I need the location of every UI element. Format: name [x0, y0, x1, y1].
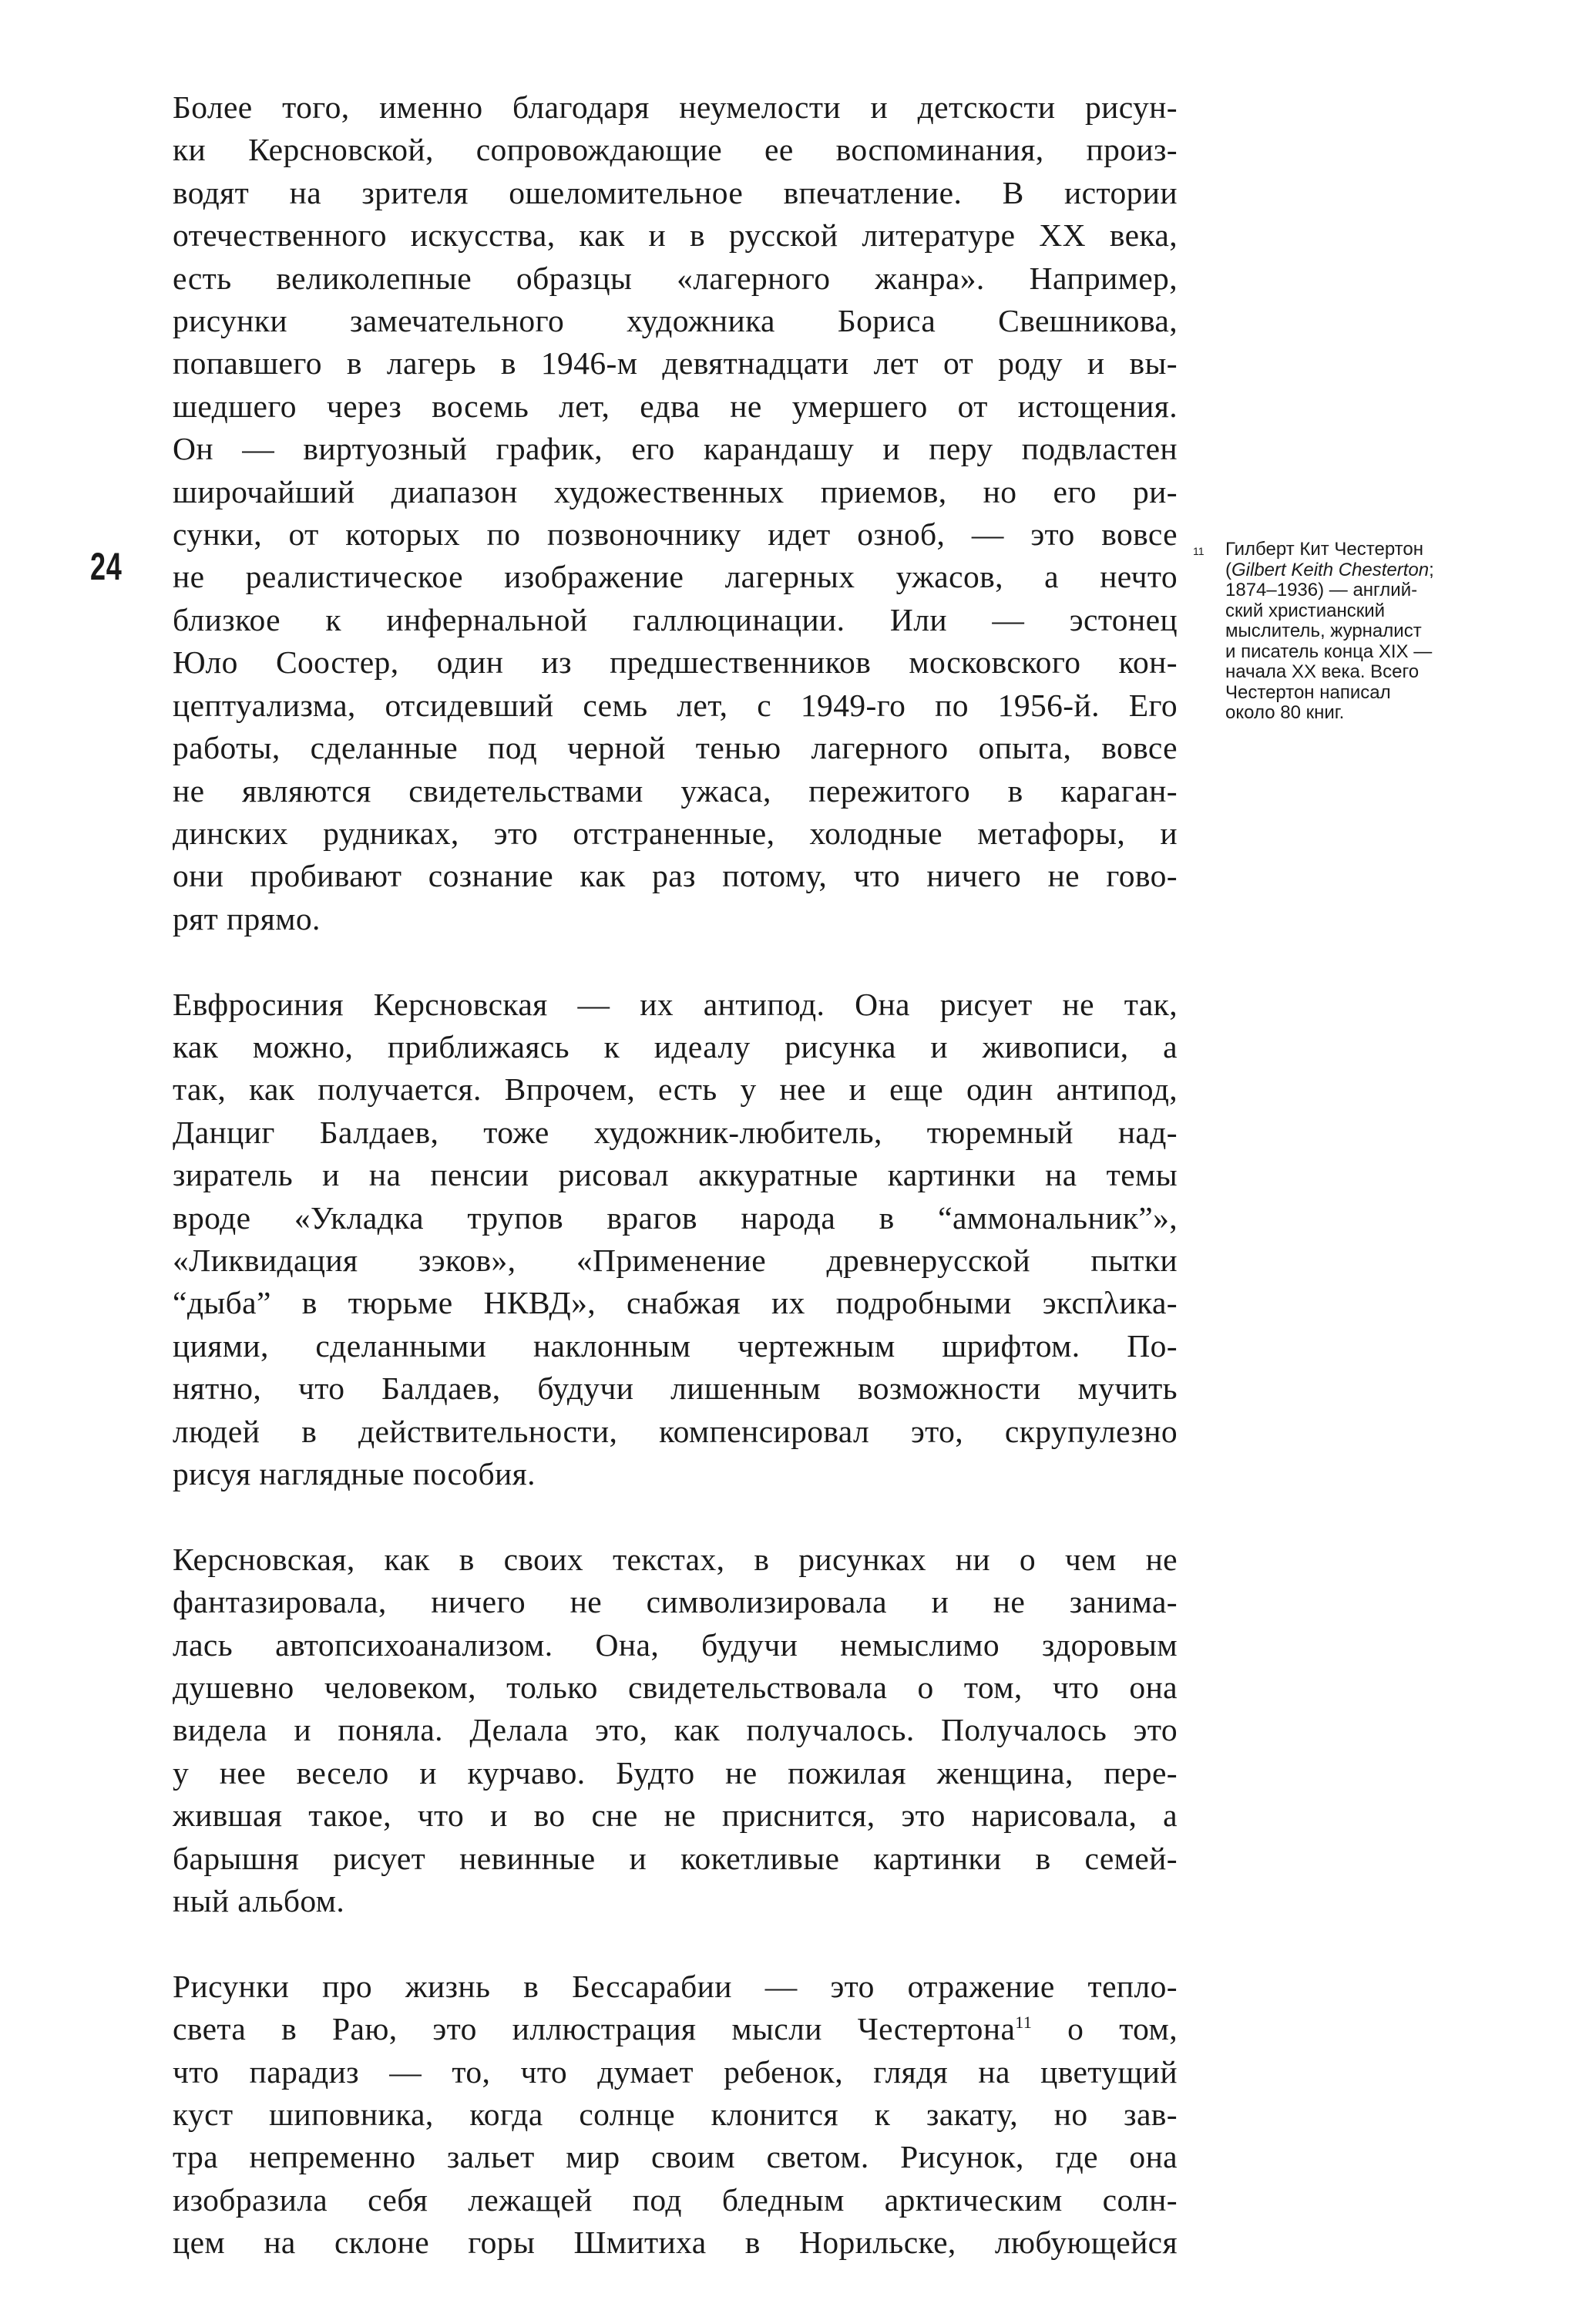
footnote: [1193, 540, 1501, 724]
text-line: сунки, от которых по позвоночнику идет озноб, — это вовсе: [173, 516, 1178, 553]
text-line: отечественного искусства, как и в русской литературе XX века,: [173, 217, 1178, 254]
text-line: не являются свидетельствами ужаса, пережитого в караган-: [173, 772, 1178, 809]
footnote-number: 11: [1193, 545, 1205, 557]
text-line: у нее весело и курчаво. Будто не пожилая женщина, пере-: [173, 1754, 1178, 1791]
text-line: попавшего в лагерь в 1946-м девятнадцати лет от роду и вы-: [173, 345, 1178, 382]
text-line: «Ликвидация зэков», «Применение древнерусской пытки: [173, 1242, 1178, 1278]
footnote-fragment: ;: [1429, 559, 1434, 580]
text-line: “дыба” в тюрьме НКВД», снабжая их подробными экспλика-: [173, 1285, 1178, 1321]
footnote-line: Честертон написал: [1225, 681, 1391, 703]
text-line: цептуализма, отсидевший семь лет, с 1949-го по 1956-й. Его: [173, 687, 1178, 723]
text-line: барышня рисует невинные и кокетливые картинки в семей-: [173, 1840, 1178, 1876]
text-line: изобразила себя лежащей под бледным арктическим солн-: [173, 2181, 1178, 2218]
text-line: лась автопсихоанализом. Она, будучи немыслимо здоровым: [173, 1626, 1178, 1663]
text-line: рят прямо.: [173, 900, 321, 937]
text-line: как можно, приближаясь к идеалу рисунка и живописи, а: [173, 1028, 1178, 1064]
text-line: близкое к инфернальной галлюцинации. Или — эстонец: [173, 601, 1178, 637]
text-fragment: света в Раю, это иллюстрация мысли Честертона: [173, 2011, 1016, 2047]
text-line: ки Керсновской, сопровождающие ее воспоминания, произ-: [173, 132, 1178, 168]
footnote-reference[interactable]: 11: [1015, 2013, 1033, 2033]
main-text: [173, 86, 1178, 2307]
text-line: есть великолепные образцы «лагерного жанра». Например,: [173, 260, 1178, 296]
paragraph: [173, 1539, 1178, 1923]
text-line: не реалистическое изображение лагерных ужасов, а нечто: [173, 559, 1178, 595]
text-line: работы, сделанные под черной тенью лагерного опыта, вовсе: [173, 730, 1178, 766]
text-line: так, как получается. Впрочем, есть у нее и еще один антипод,: [173, 1071, 1178, 1108]
text-line: тра непременно зальет мир своим светом. Рисунок, где она: [173, 2139, 1178, 2175]
text-line: нятно, что Балдаев, будучи лишенным возможности мучить: [173, 1370, 1178, 1407]
page-number: 24: [90, 545, 123, 588]
text-line: динских рудниках, это отстраненные, холодные метафоры, и: [173, 815, 1178, 851]
footnote-italic-name: Gilbert Keith Chesterton: [1231, 559, 1430, 580]
text-line: душевно человеком, только свидетельствовала о том, что она: [173, 1670, 1178, 1705]
text-line: Юло Соостер, один из предшественников московского кон-: [173, 644, 1178, 681]
text-line: людей в действительности, компенсировал это, скрупулезно: [173, 1413, 1178, 1449]
footnote-line: Гилберт Кит Честертон: [1225, 539, 1423, 560]
footnote-line: ский христианский: [1225, 600, 1386, 621]
text-line: Данциг Балдаев, тоже художник-любитель, тюремный над-: [173, 1114, 1178, 1150]
text-line: они пробивают сознание как раз потому, что ничего не гово-: [173, 858, 1178, 894]
text-line: зиратель и на пенсии рисовал аккуратные картинки на темы: [173, 1157, 1178, 1193]
text-line: Керсновская, как в своих текстах, в рисунках ни о чем не: [173, 1541, 1178, 1577]
text-line: куст шиповника, когда солнце клонится к закату, но зав-: [173, 2097, 1178, 2133]
text-line: жившая такое, что и во сне не приснится, это нарисовала, а: [173, 1798, 1178, 1834]
paragraph: [173, 1966, 1178, 2265]
text-line: Более того, именно благодаря неумелости и детскости рисун-: [173, 89, 1178, 125]
footnote-line: и писатель конца XIX —: [1225, 641, 1433, 662]
text-line-with-footnote-ref: [173, 2008, 1178, 2050]
text-line: рисунки замечательного художника Бориса Свешникова,: [173, 303, 1178, 339]
footnote-fragment: (: [1225, 559, 1231, 580]
text-line: что парадиз — то, что думает ребенок, глядя на цветущий: [173, 2053, 1178, 2090]
footnote-line: около 80 книг.: [1225, 702, 1345, 723]
text-line: вроде «Укладка трупов врагов народа в “аммональник”»,: [173, 1199, 1178, 1236]
text-line: фантазировала, ничего не символизировала и не занима-: [173, 1584, 1178, 1620]
text-line: широчайший диапазон художественных приемов, но его ри-: [173, 473, 1178, 509]
footnote-line: [1225, 560, 1434, 581]
footnote-line: начала XX века. Всего: [1225, 661, 1420, 682]
text-line: рисуя наглядные пособия.: [173, 1455, 536, 1491]
text-line: водят на зрителя ошеломительное впечатление. В истории: [173, 174, 1178, 210]
text-line: ный альбом.: [173, 1883, 345, 1919]
text-line: шедшего через восемь лет, едва не умершего от истощения.: [173, 388, 1178, 424]
text-line: Рисунки про жизнь в Бессарабии — это отражение тепло-: [173, 1968, 1178, 2004]
footnote-text: [1225, 540, 1434, 724]
text-line: Он — виртуозный график, его карандашу и перу подвластен: [173, 431, 1178, 467]
text-line: цем на склоне горы Шмитиха в Норильске, любующейся: [173, 2225, 1178, 2261]
text-line: циями, сделанными наклонным чертежным шрифтом. По-: [173, 1327, 1178, 1364]
paragraph: [173, 984, 1178, 1496]
footnote-line: 1874–1936) — англий-: [1225, 580, 1418, 600]
text-line: Евфросиния Керсновская — их антипод. Она рисует не так,: [173, 986, 1178, 1022]
footnote-line: мыслитель, журналист: [1225, 620, 1422, 641]
paragraph: [173, 86, 1178, 940]
text-fragment: о том,: [1032, 2011, 1178, 2047]
text-line: видела и поняла. Делала это, как получалось. Получалось это: [173, 1712, 1178, 1748]
